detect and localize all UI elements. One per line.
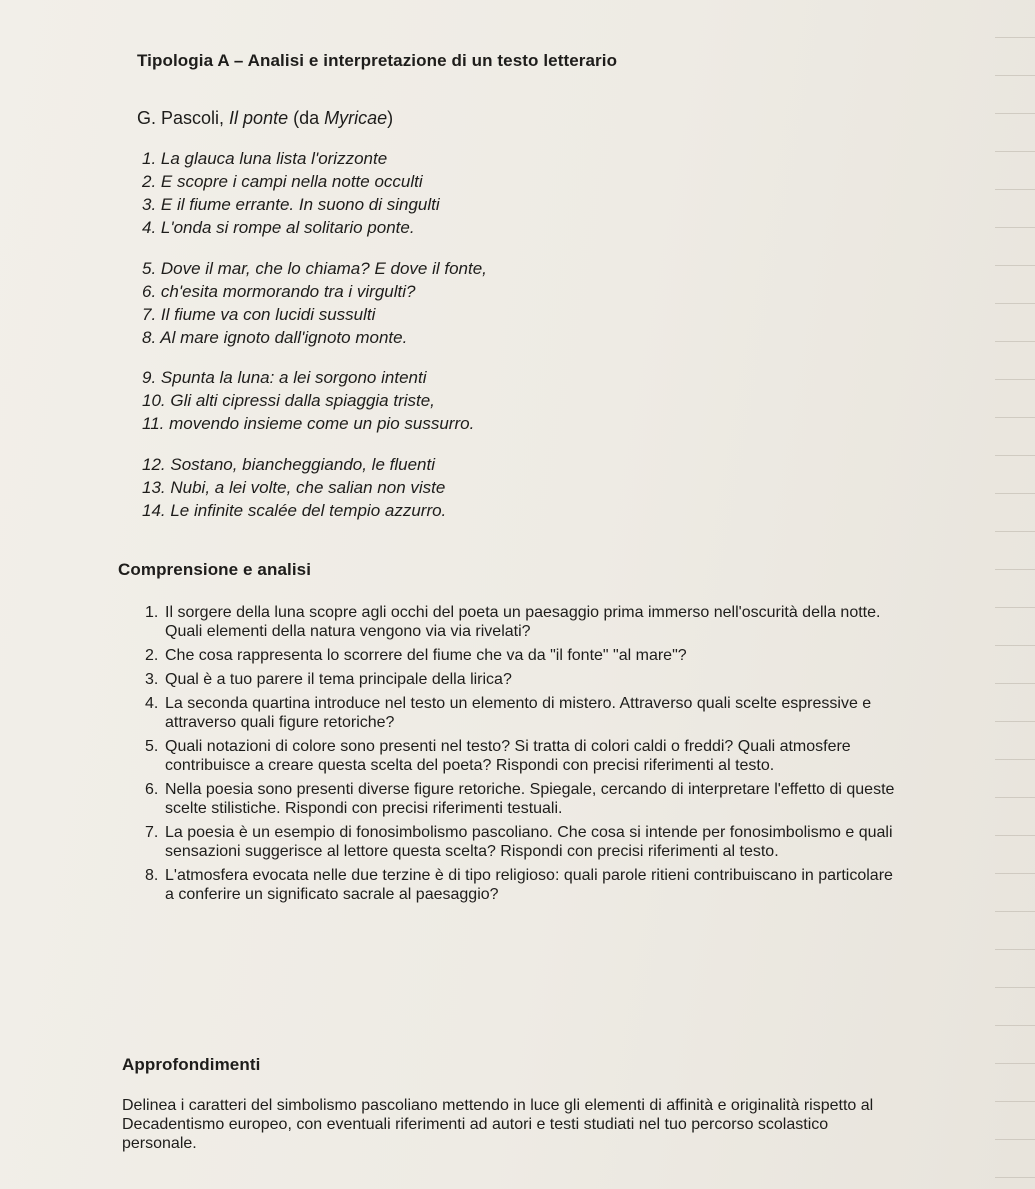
poem-stanza-3 [142, 366, 474, 435]
poem-line: 5. Dove il mar, che lo chiama? E dove il fonte, [142, 259, 487, 278]
author-line [137, 108, 393, 129]
poem-line: 12. Sostano, biancheggiando, le fluenti [142, 455, 436, 474]
question-text: La poesia è un esempio di fonosimbolismo pascoliano. Che cosa si intende per fonosimbolismo e quali sensazioni suggerisce al lettore questa scelta? Rispondi con precisi riferimenti al testo. [165, 824, 893, 860]
poem-line: 13. Nubi, a lei volte, che salian non viste [142, 478, 446, 497]
poem-line: 6. ch'esita mormorando tra i virgulti? [142, 282, 416, 301]
question-number: 6. [145, 781, 159, 798]
author-middle: (da [293, 108, 320, 128]
question-item [145, 603, 905, 641]
poem-stanza-2 [142, 257, 487, 349]
question-item [145, 737, 905, 775]
author-suffix: ) [387, 108, 394, 128]
poem-stanza-4 [142, 453, 446, 522]
question-number: 7. [145, 824, 159, 841]
question-item [145, 823, 905, 861]
question-item [145, 780, 905, 818]
poem-line: 7. Il fiume va con lucidi sussulti [142, 305, 376, 324]
document-title: Tipologia A – Analisi e interpretazione di un testo letterario [137, 51, 618, 70]
poem-title: Il ponte [229, 108, 289, 128]
question-number: 4. [145, 695, 159, 712]
question-item [145, 670, 905, 689]
question-text: Il sorgere della luna scopre agli occhi del poeta un paesaggio prima immerso nell'oscurità della notte. Quali elementi della natura vengono via via rivelati? [165, 604, 881, 640]
question-number: 5. [145, 738, 159, 755]
question-text: Qual è a tuo parere il tema principale della lirica? [165, 671, 512, 688]
questions-list [145, 603, 905, 909]
question-text: La seconda quartina introduce nel testo un elemento di mistero. Attraverso quali scelte espressive e attraverso quali figure retoriche? [165, 695, 872, 731]
poem-line: 3. E il fiume errante. In suono di singulti [142, 195, 440, 214]
question-item [145, 646, 905, 665]
question-text: Che cosa rappresenta lo scorrere del fiume che va da "il fonte" "al mare"? [165, 647, 687, 664]
question-number: 3. [145, 671, 159, 688]
collection-title: Myricae [324, 108, 388, 128]
question-number: 8. [145, 867, 159, 884]
question-text: L'atmosfera evocata nelle due terzine è di tipo religioso: quali parole ritieni contribuiscano in particolare a conferire un significato sacrale al paesaggio? [165, 867, 893, 903]
poem-line: 4. L'onda si rompe al solitario ponte. [142, 218, 415, 237]
question-item [145, 866, 905, 904]
question-number: 1. [145, 604, 159, 621]
question-number: 2. [145, 647, 159, 664]
poem-stanza-1 [142, 147, 440, 239]
poem-line: 11. movendo insieme come un pio sussurro. [142, 414, 475, 433]
notebook-margin-lines [995, 0, 1035, 1189]
question-text: Nella poesia sono presenti diverse figure retoriche. Spiegale, cercando di interpretare l'effetto di queste scelte stilistiche. Rispondi con precisi riferimenti testuali. [165, 781, 895, 817]
approfondimenti-paragraph: Delinea i caratteri del simbolismo pascoliano mettendo in luce gli elementi di affinità e originalità rispetto al Decadentismo europeo, con eventuali riferimenti ad autori e testi studiati nel tuo percorso scolastico personale. [122, 1097, 874, 1152]
poem-line: 1. La glauca luna lista l'orizzonte [142, 149, 388, 168]
section-heading-comprensione: Comprensione e analisi [118, 560, 312, 579]
poem-line: 9. Spunta la luna: a lei sorgono intenti [142, 368, 427, 387]
poem-line: 8. Al mare ignoto dall'ignoto monte. [142, 328, 408, 347]
question-item [145, 694, 905, 732]
poem-line: 14. Le infinite scalée del tempio azzurro. [142, 501, 447, 520]
poem-line: 2. E scopre i campi nella notte occulti [142, 172, 423, 191]
question-text: Quali notazioni di colore sono presenti nel testo? Si tratta di colori caldi o freddi? Quali atmosfere contribuisce a creare questa scelta del poeta? Rispondi con precisi riferimenti al testo. [165, 738, 851, 774]
poem-line: 10. Gli alti cipressi dalla spiaggia triste, [142, 391, 435, 410]
section-heading-approfondimenti: Approfondimenti [122, 1055, 261, 1074]
author-prefix: G. Pascoli, [137, 108, 225, 128]
